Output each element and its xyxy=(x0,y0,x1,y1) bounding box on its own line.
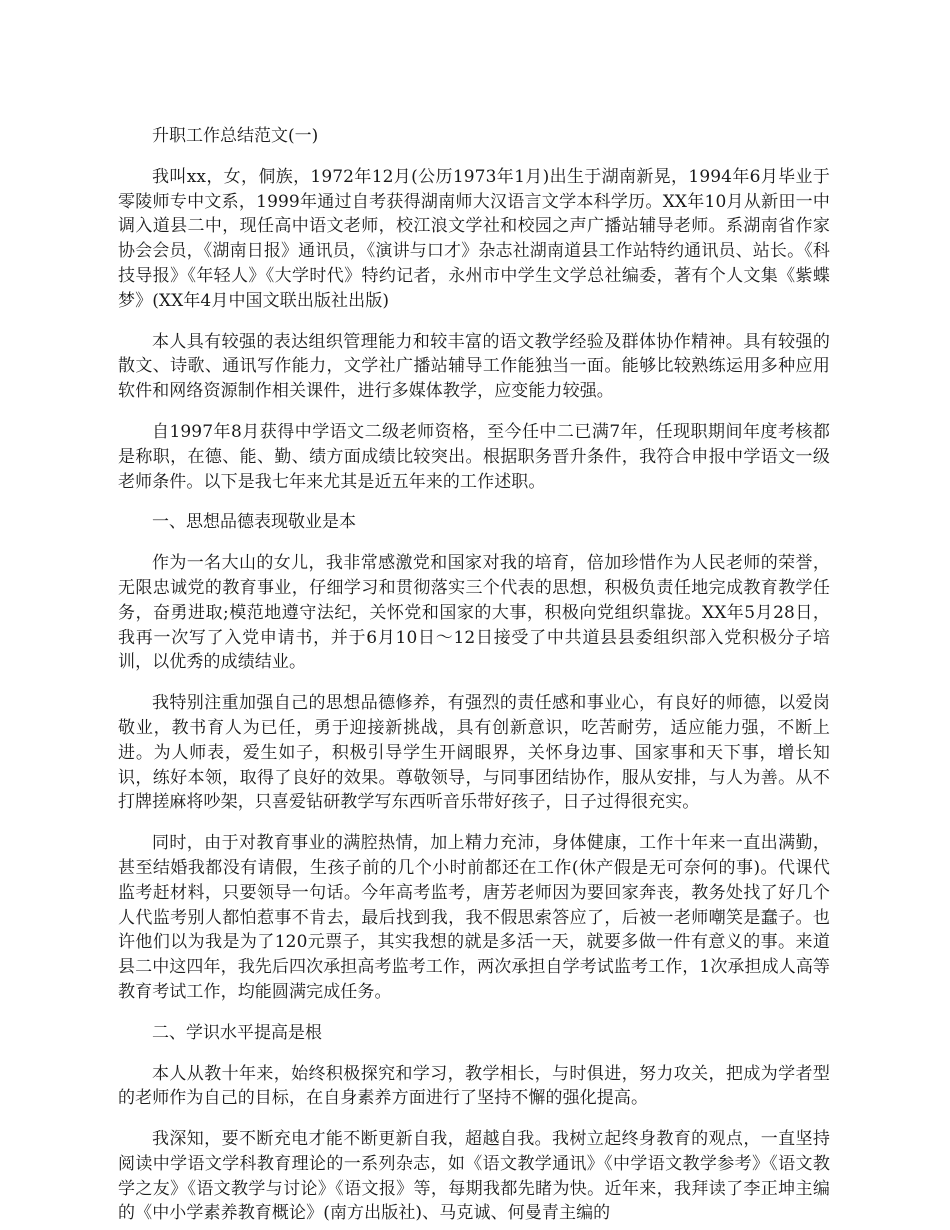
section-heading-2: 二、学识水平提高是根 xyxy=(152,1022,322,1043)
paragraph-abilities: 本人具有较强的表达组织管理能力和较丰富的语文教学经验及群体协作精神。具有较强的散文、诗歌、通讯写作能力，文学社广播站辅导工作能独当一面。能够比较熟练运用多种应用软件和网络资源制作相关课件，进行多媒体教学，应变能力较强。 xyxy=(118,331,830,402)
paragraph-learning: 本人从教十年来，始终积极探究和学习，教学相长，与时俱进，努力攻关，把成为学者型的老师作为自己的目标，在自身素养方面进行了坚持不懈的强化提高。 xyxy=(118,1063,830,1109)
paragraph-dedication: 同时，由于对教育事业的满腔热情，加上精力充沛，身体健康，工作十年来一直出满勤，甚至结婚我都没有请假，生孩子前的几个小时前都还在工作(休产假是无可奈何的事)。代课代监考赶材料，只要领导一句话。今年高考监考，唐芳老师因为要回家奔丧，教务处找了好几个人代监考别人都怕惹事不肯去，最后找到我，我不假思索答应了，后被一老师嘲笑是蠢子。也许他们以为我是为了120元票子，其实我想的就是多活一天，就要多做一件有意义的事。来道县二中这四年，我先后四次承担高考监考工作，两次承担自学考试监考工作，1次承担成人高等教育考试工作，均能圆满完成任务。 xyxy=(118,833,831,1002)
paragraph-morality: 我特别注重加强自己的思想品德修养，有强烈的责任感和事业心，有良好的师德，以爱岗敬业，教书育人为已任，勇于迎接新挑战，具有创新意识，吃苦耐劳，适应能力强，不断上进。为人师表，爱生如子，积极引导学生开阔眼界，关怀身边事、国家事和天下事，增长知识，练好本领，取得了良好的效果。尊敬领导，与同事团结协作，服从安排，与人为善。从不打牌搓麻将吵架，只喜爱钻研教学写东西听音乐带好孩子，日子过得很充实。 xyxy=(118,693,830,813)
paragraph-party: 作为一名大山的女儿，我非常感激党和国家对我的培育，倍加珍惜作为人民老师的荣誉，无限忠诚党的教育事业，仔细学习和贯彻落实三个代表的思想，积极负责任地完成教育教学任务，奋勇进取;模范地遵守法纪，关怀党和国家的大事，积极向党组织靠拢。XX年5月28日，我再一次写了入党申请书，并于6月10日～12日接受了中共道县县委组织部入党积极分子培训，以优秀的成绩结业。 xyxy=(118,553,830,673)
document-title: 升职工作总结范文(一) xyxy=(152,126,319,146)
document-body xyxy=(118,124,830,1226)
paragraph-qualification: 自1997年8月获得中学语文二级老师资格，至今任中二已满7年，任现职期间年度考核都是称职，在德、能、勤、绩方面成绩比较突出。根据职务晋升条件，我符合申报中学语文一级老师条件。以下是我七年来尤其是近五年来的工作述职。 xyxy=(118,421,830,492)
paragraph-reading: 我深知，要不断充电才能不断更新自我，超越自我。我树立起终身教育的观点，一直坚持阅读中学语文学科教育理论的一系列杂志，如《语文教学通讯》《中学语文教学参考》《语文教学之友》《语文教学与讨论》《语文报》等，每期我都先睹为快。近年来，我拜读了李正坤主编的《中小学素养教育概论》(南方出版社)、马克诚、何曼青主编的 xyxy=(118,1129,830,1224)
section-heading-1: 一、思想品德表现敬业是本 xyxy=(152,512,356,533)
paragraph-intro: 我叫xx，女，侗族，1972年12月(公历1973年1月)出生于湖南新晃，1994年6月毕业于零陵师专中文系，1999年通过自考获得湖南师大汉语言文学本科学历。XX年10月从新田一中调入道县二中，现任高中语文老师，校江浪文学社和校园之声广播站辅导老师。系湖南省作家协会会员，《湖南日报》通讯员，《演讲与口才》杂志社湖南道县工作站特约通讯员、站长。《科技导报》《年轻人》《大学时代》特约记者，永州市中学生文学总社编委，著有个人文集《紫蝶梦》(XX年4月中国文联出版社出版) xyxy=(118,166,830,311)
